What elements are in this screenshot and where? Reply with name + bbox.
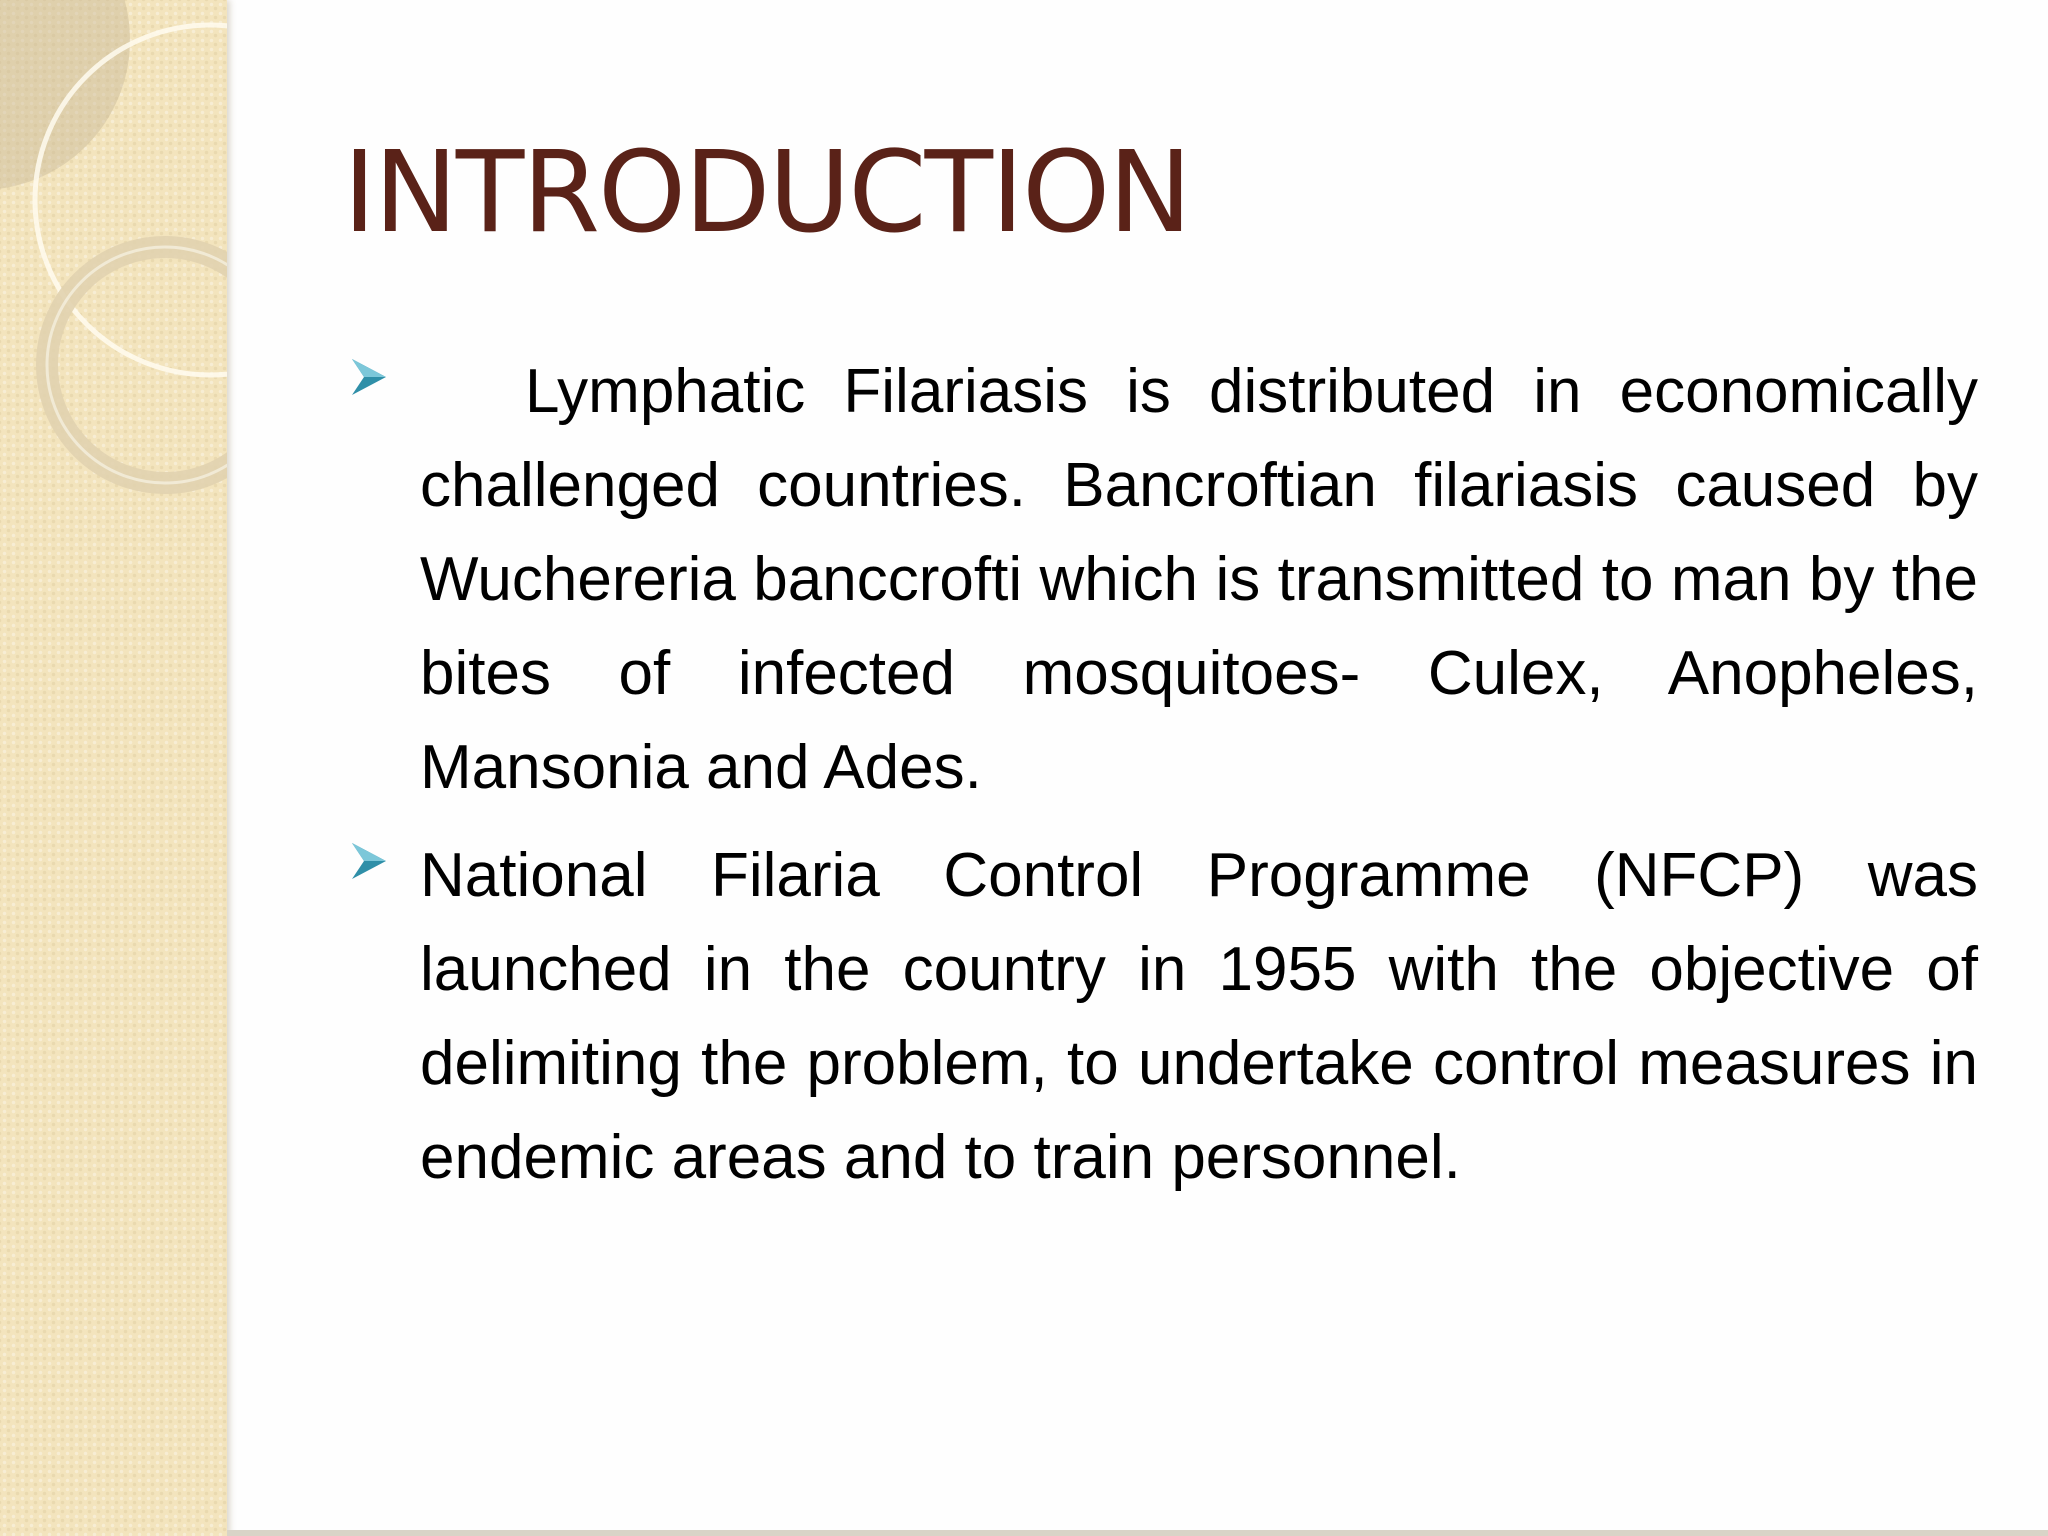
bullet-text: Lymphatic Filariasis is distributed in economically challenged countries. Bancroftian filariasis caused by Wuchereria banccrofti which is transmitted to man by the bites of infected mosquitoes- Culex, Anopheles, Mansonia and Ades. (420, 357, 1978, 802)
bullet-item (350, 345, 1978, 815)
bullet-text: National Filaria Control Programme (NFCP) was launched in the country in 1955 with the objective of delimiting the problem, to undertake control measures in endemic areas and to train personnel. (420, 841, 1978, 1192)
arrow-bullet-icon (352, 357, 388, 397)
bullet-list (350, 345, 1978, 1219)
bottom-divider (227, 1530, 2048, 1536)
slide-title: INTRODUCTION (343, 128, 1191, 258)
decorative-rings (0, 0, 227, 520)
arrow-bullet-icon (352, 841, 388, 881)
bullet-item (350, 829, 1978, 1205)
